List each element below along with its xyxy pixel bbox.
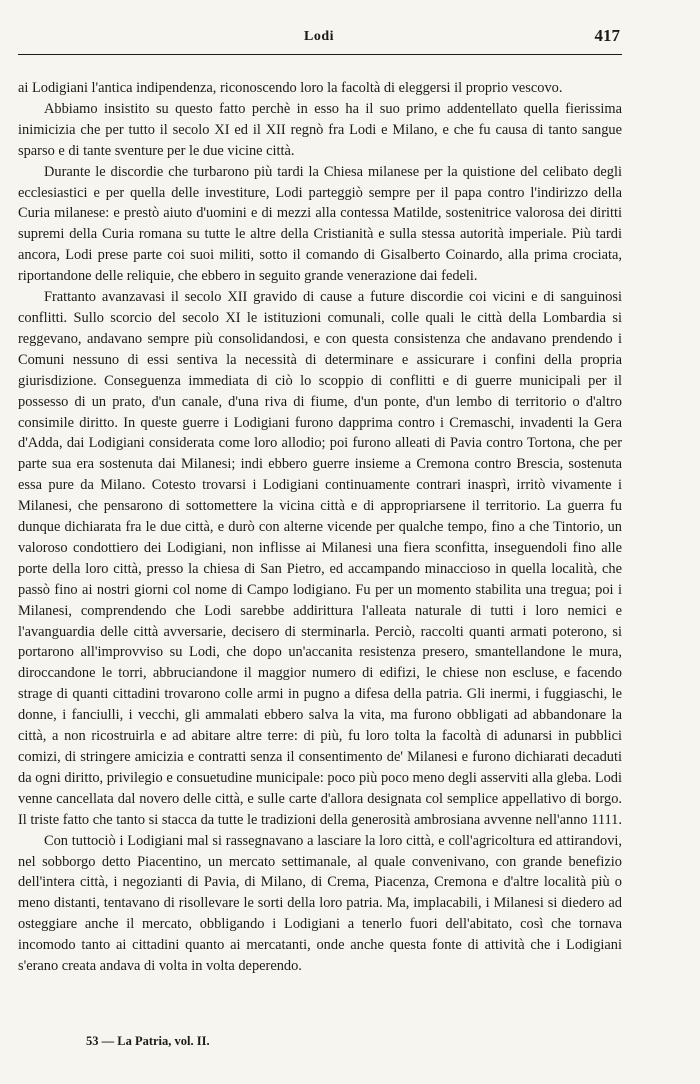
paragraph: Frattanto avanzavasi il secolo XII gravido di cause a future discordie coi vicini e di sanguinosi conflitti. Sullo scorcio del secolo XI le istituzioni comunali, colle quali le città della Lombardia si reggevano, andavano sempre più consolidandosi, e con questa consistenza che andavano prendendo i Comuni nessuno di essi sentiva la necessità di determinare e assicurare i confini della propria giurisdizione. Conseguenza immediata di ciò lo scoppio di conflitti e di guerre municipali per il possesso di un prato, d'un canale, d'una riva di fiume, d'un ponte, d'un lembo di territorio o d'altro consimile diritto. In queste guerre i Lodigiani furono dapprima contro i Cremaschi, invadenti la Gera d'Adda, dai Lodigiani considerata come loro allodio; poi furono alleati di Pavia contro Tortona, che per parte sua era sostenuta dai Milanesi; indi ebbero guerre insieme a Cremona contro Brescia, sostenuta essa pure da Milano. Cotesto trovarsi i Lodigiani continuamente contrari inasprì, irritò vivamente i Milanesi, che pensarono di sottomettere la vicina città e di appropriarsene il territorio. La guerra fu dunque dichiarata fra le due città, e durò con alterne vicende per qualche tempo, fino a che Tintorio, un valoroso condottiero dei Lodigiani, non inflisse ai Milanesi una fiera sconfitta, inseguendoli fino alle porte della loro città, presso la chiesa di San Pietro, ed accampando minaccioso in quella località, che passò fino ai nostri giorni col nome di Campo lodigiano. Fu per un momento stabilita una tregua; poi i Milanesi, comprendendo che Lodi sarebbe addirittura l'alleata naturale di tutti i loro nemici e l'avanguardia delle città avversarie, decisero di sterminarla. Perciò, raccolti quanti armati poterono, si portarono all'improvviso su Lodi, che dopo un'accanita resistenza presero, smantellandone le mura, diroccandone le torri, abbruciandone il maggior numero di edifizi, le chiese non escluse, e facendo strage di quanti cittadini trovarono colle armi in pugno a difesa della patria. Gli inermi, i fuggiaschi, le donne, i fanciulli, i vecchi, gli ammalati ebbero salva la vita, ma furono obbligati ad abbandonare la città, a non ricostruirla e ad abitare altre terre: di più, fu loro tolta la facoltà di adunarsi in pubblici comizi, di stringere amicizia e contratti senza il consentimento de' Milanesi e furono dichiarati decaduti da ogni diritto, privilegio e consuetudine municipale: poco più poco meno degli asserviti alla gleba. Lodi venne cancellata dal novero delle città, e sulle carte d'allora designata col semplice appellativo di borgo. Il triste fatto che tanto si stacca da tutte le tradizioni della generosità ambrosiana avvenne nell'anno 1111. <box>18 289 622 828</box>
body-text <box>18 78 622 977</box>
signature-footer: 53 — La Patria, vol. II. <box>86 1034 210 1048</box>
paragraph: Durante le discordie che turbarono più tardi la Chiesa milanese per la quistione del celibato degli ecclesiastici e per quella delle investiture, Lodi parteggiò sempre per il papa contro l'indirizzo della Curia milanese: e prestò aiuto d'uomini e di mezzi alla contessa Matilde, sostenitrice valorosa dei diritti supremi della Curia romana su tutte le altre della Cristianità e sulla stessa autorità imperiale. Più tardi ancora, Lodi prese parte coi suoi militi, sotto il comando di Gisalberto Coinardo, alla prima crociata, riportandone delle reliquie, che ebbero in seguito grande venerazione dai fedeli. <box>18 163 622 285</box>
paragraph: Con tuttociò i Lodigiani mal si rassegnavano a lasciare la loro città, e coll'agricoltura ed attirandovi, nel sobborgo detto Piacentino, un mercato settimanale, al quale convenivano, con grande benefizio dell'intera città, i negozianti di Pavia, di Milano, di Crema, Piacenza, Cremona e d'altre località più o meno distanti, tentavano di risollevare le sorti della loro patria. Ma, implacabili, i Milanesi si diedero ad osteggiare anche il mercato, obbligando i Lodigiani a tenerlo fuori dell'abitato, così che tornava incomodo tanto ai cittadini quanto ai mercatanti, onde anche questa fonte di attività che i Lodigiani s'erano creata andava di volta in volta deperendo. <box>18 832 622 975</box>
paragraph: Abbiamo insistito su questo fatto perchè in esso ha il suo primo addentellato quella fierissima inimicizia che per tutto il secolo XI ed il XII regnò fra Lodi e Milano, e che fu causa di tanto sangue sparso e di tante sventure per le due vicine città. <box>18 100 622 159</box>
running-title: Lodi <box>303 29 334 44</box>
paragraph-continued: ai Lodigiani l'antica indipendenza, riconoscendo loro la facoltà di eleggersi il proprio vescovo. <box>18 80 563 96</box>
page-number: 417 <box>594 26 620 45</box>
header-rule <box>18 54 622 55</box>
running-header <box>18 26 620 48</box>
